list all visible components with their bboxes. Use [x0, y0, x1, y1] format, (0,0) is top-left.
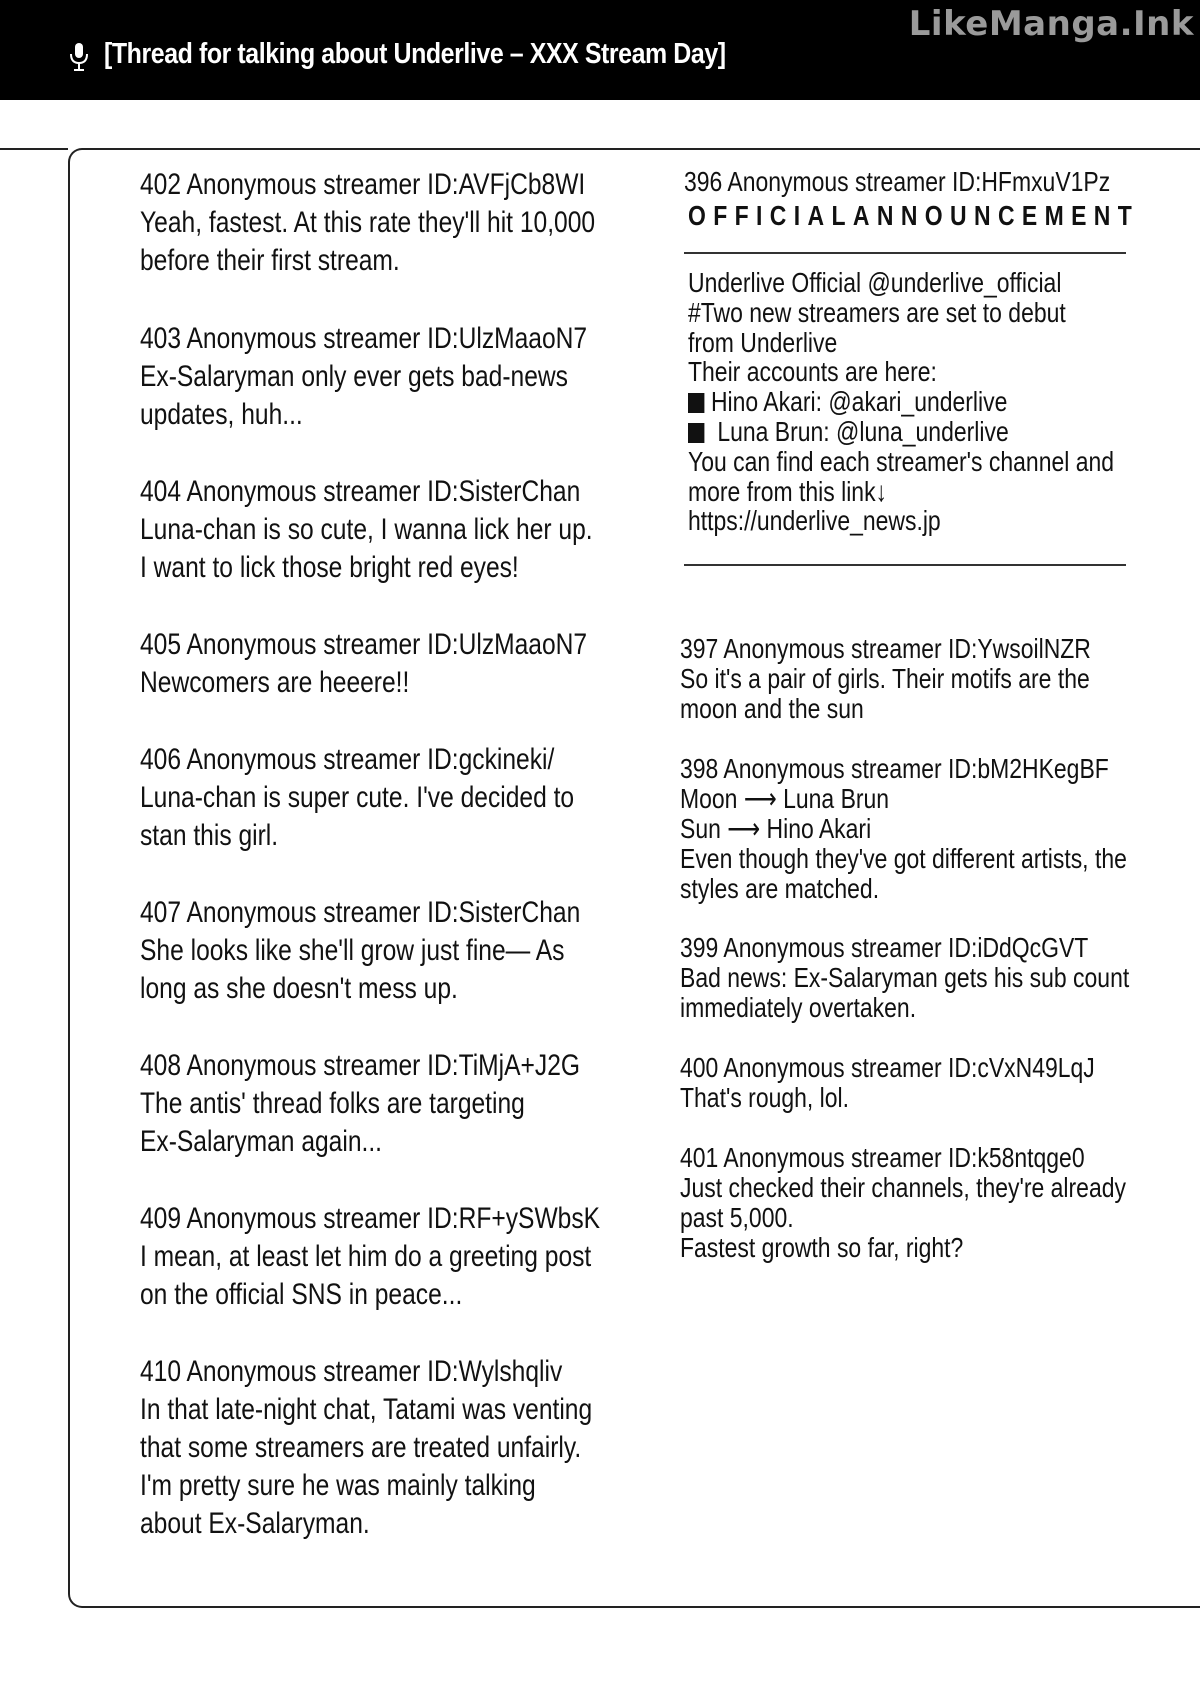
announcement-title: OFFICIALANNOUNCEMENT [688, 200, 1140, 231]
announcement-account-item [688, 387, 1114, 417]
thread-post [680, 1143, 1200, 1263]
post-body-line: The antis' thread folks are targeting [140, 1087, 525, 1120]
thread-post [140, 320, 685, 434]
post-header: 406 Anonymous streamer ID:gckineki/ [140, 743, 555, 776]
post-body-line: updates, huh... [140, 398, 303, 431]
post-body-line: Ex-Salaryman only ever gets bad-news [140, 360, 568, 393]
post-body-line: Even though they've got different artists, the [680, 843, 1127, 874]
post-header: 399 Anonymous streamer ID:iDdQcGVT [680, 932, 1089, 963]
post-body-line: Just checked their channels, they're already [680, 1172, 1126, 1203]
announcement-line: more from this link↓ [688, 475, 888, 507]
post-body-line: Newcomers are heeere!! [140, 666, 410, 699]
post-header: 402 Anonymous streamer ID:AVFjCb8WI [140, 168, 586, 201]
post-header: 405 Anonymous streamer ID:UlzMaaoN7 [140, 628, 588, 661]
thread-post [680, 634, 1181, 724]
thread-post [140, 1047, 677, 1161]
post-body-line: Ex-Salaryman again... [140, 1125, 383, 1158]
announcement-account: Underlive Official @underlive_official [688, 267, 1062, 298]
post-body-line: that some streamers are treated unfairly. [140, 1431, 582, 1464]
post-header: 409 Anonymous streamer ID:RF+ySWbsK [140, 1202, 601, 1235]
announcement-account-item [688, 417, 1114, 447]
post-header: 398 Anonymous streamer ID:bM2HKegBF [680, 753, 1109, 784]
post-body-line: Fastest growth so far, right? [680, 1232, 964, 1263]
post-body-line: before their first stream. [140, 244, 400, 277]
post-body-line: Luna-chan is so cute, I wanna lick her up. [140, 513, 593, 546]
thread-post [140, 626, 685, 702]
announcement-top-rule [684, 252, 1126, 254]
post-header: 396 Anonymous streamer ID:HFmxuV1Pz [684, 166, 1111, 197]
post-header: 400 Anonymous streamer ID:cVxN49LqJ [680, 1052, 1095, 1083]
post-body-line: past 5,000. [680, 1202, 794, 1233]
bullet-square-icon [688, 423, 704, 443]
thread-post [140, 1353, 691, 1543]
thread-title: [Thread for talking about Underlive – XXX Stream Day] [104, 38, 726, 70]
post-body-line: Sun ⟶ Hino Akari [680, 813, 872, 844]
announcement-line: You can find each streamer's channel and [688, 445, 1115, 477]
account-luna[interactable]: Luna Brun: @luna_underlive [710, 415, 1009, 447]
post-body-line: I want to lick those bright red eyes! [140, 551, 519, 584]
thread-post [680, 933, 1200, 1023]
post-header: 408 Anonymous streamer ID:TiMjA+J2G [140, 1049, 581, 1082]
post-header: 404 Anonymous streamer ID:SisterChan [140, 475, 581, 508]
site-watermark: LikeManga.Ink [908, 4, 1194, 44]
post-body-line: long as she doesn't mess up. [140, 972, 458, 1005]
announcement-post-header-wrap [684, 167, 1200, 197]
post-body-line: immediately overtaken. [680, 992, 917, 1023]
post-body-line: styles are matched. [680, 873, 880, 904]
post-header: 401 Anonymous streamer ID:k58ntqge0 [680, 1142, 1085, 1173]
announcement-body [688, 268, 1200, 536]
post-body-line: Moon ⟶ Luna Brun [680, 783, 890, 814]
post-body-line: Yeah, fastest. At this rate they'll hit 10,000 [140, 206, 596, 239]
post-header: 403 Anonymous streamer ID:UlzMaaoN7 [140, 322, 588, 355]
announcement-link[interactable]: https://underlive_news.jp [688, 505, 941, 537]
thread-post [140, 894, 677, 1008]
post-header: 397 Anonymous streamer ID:YwsoilNZR [680, 633, 1091, 664]
thread-header-bar [0, 0, 1200, 100]
post-body-line: In that late-night chat, Tatami was venting [140, 1393, 593, 1426]
announcement-line: from Underlive [688, 326, 838, 358]
post-body-line: Luna-chan is super cute. I've decided to [140, 781, 575, 814]
bullet-square-icon [688, 393, 704, 413]
post-body-line: about Ex-Salaryman. [140, 1507, 370, 1540]
thread-post [680, 754, 1200, 904]
post-body-line: on the official SNS in peace... [140, 1278, 463, 1311]
post-body-line: Bad news: Ex-Salaryman gets his sub count [680, 962, 1130, 993]
announcement-hashtag: #Two new streamers are set to debut [688, 296, 1066, 328]
post-header: 410 Anonymous streamer ID:Wylshqliv [140, 1355, 563, 1388]
thread-post [140, 741, 669, 855]
thread-post [680, 1053, 1186, 1113]
post-body-line: I'm pretty sure he was mainly talking [140, 1469, 536, 1502]
post-body-line: She looks like she'll grow just fine— As [140, 934, 565, 967]
account-hino[interactable]: Hino Akari: @akari_underlive [710, 386, 1008, 418]
thread-post [140, 166, 695, 280]
panel-edge-divider [0, 148, 68, 150]
post-body-line: So it's a pair of girls. Their motifs are the [680, 663, 1090, 694]
thread-post [140, 1200, 701, 1314]
post-body-line: That's rough, lol. [680, 1082, 850, 1113]
post-header: 407 Anonymous streamer ID:SisterChan [140, 896, 581, 929]
post-body-line: stan this girl. [140, 819, 279, 852]
post-body-line: moon and the sun [680, 693, 864, 724]
post-body-line: I mean, at least let him do a greeting post [140, 1240, 592, 1273]
microphone-icon [68, 42, 90, 72]
thread-post [140, 473, 692, 587]
announcement-line: Their accounts are here: [688, 356, 937, 388]
announcement-bottom-rule [684, 564, 1126, 566]
